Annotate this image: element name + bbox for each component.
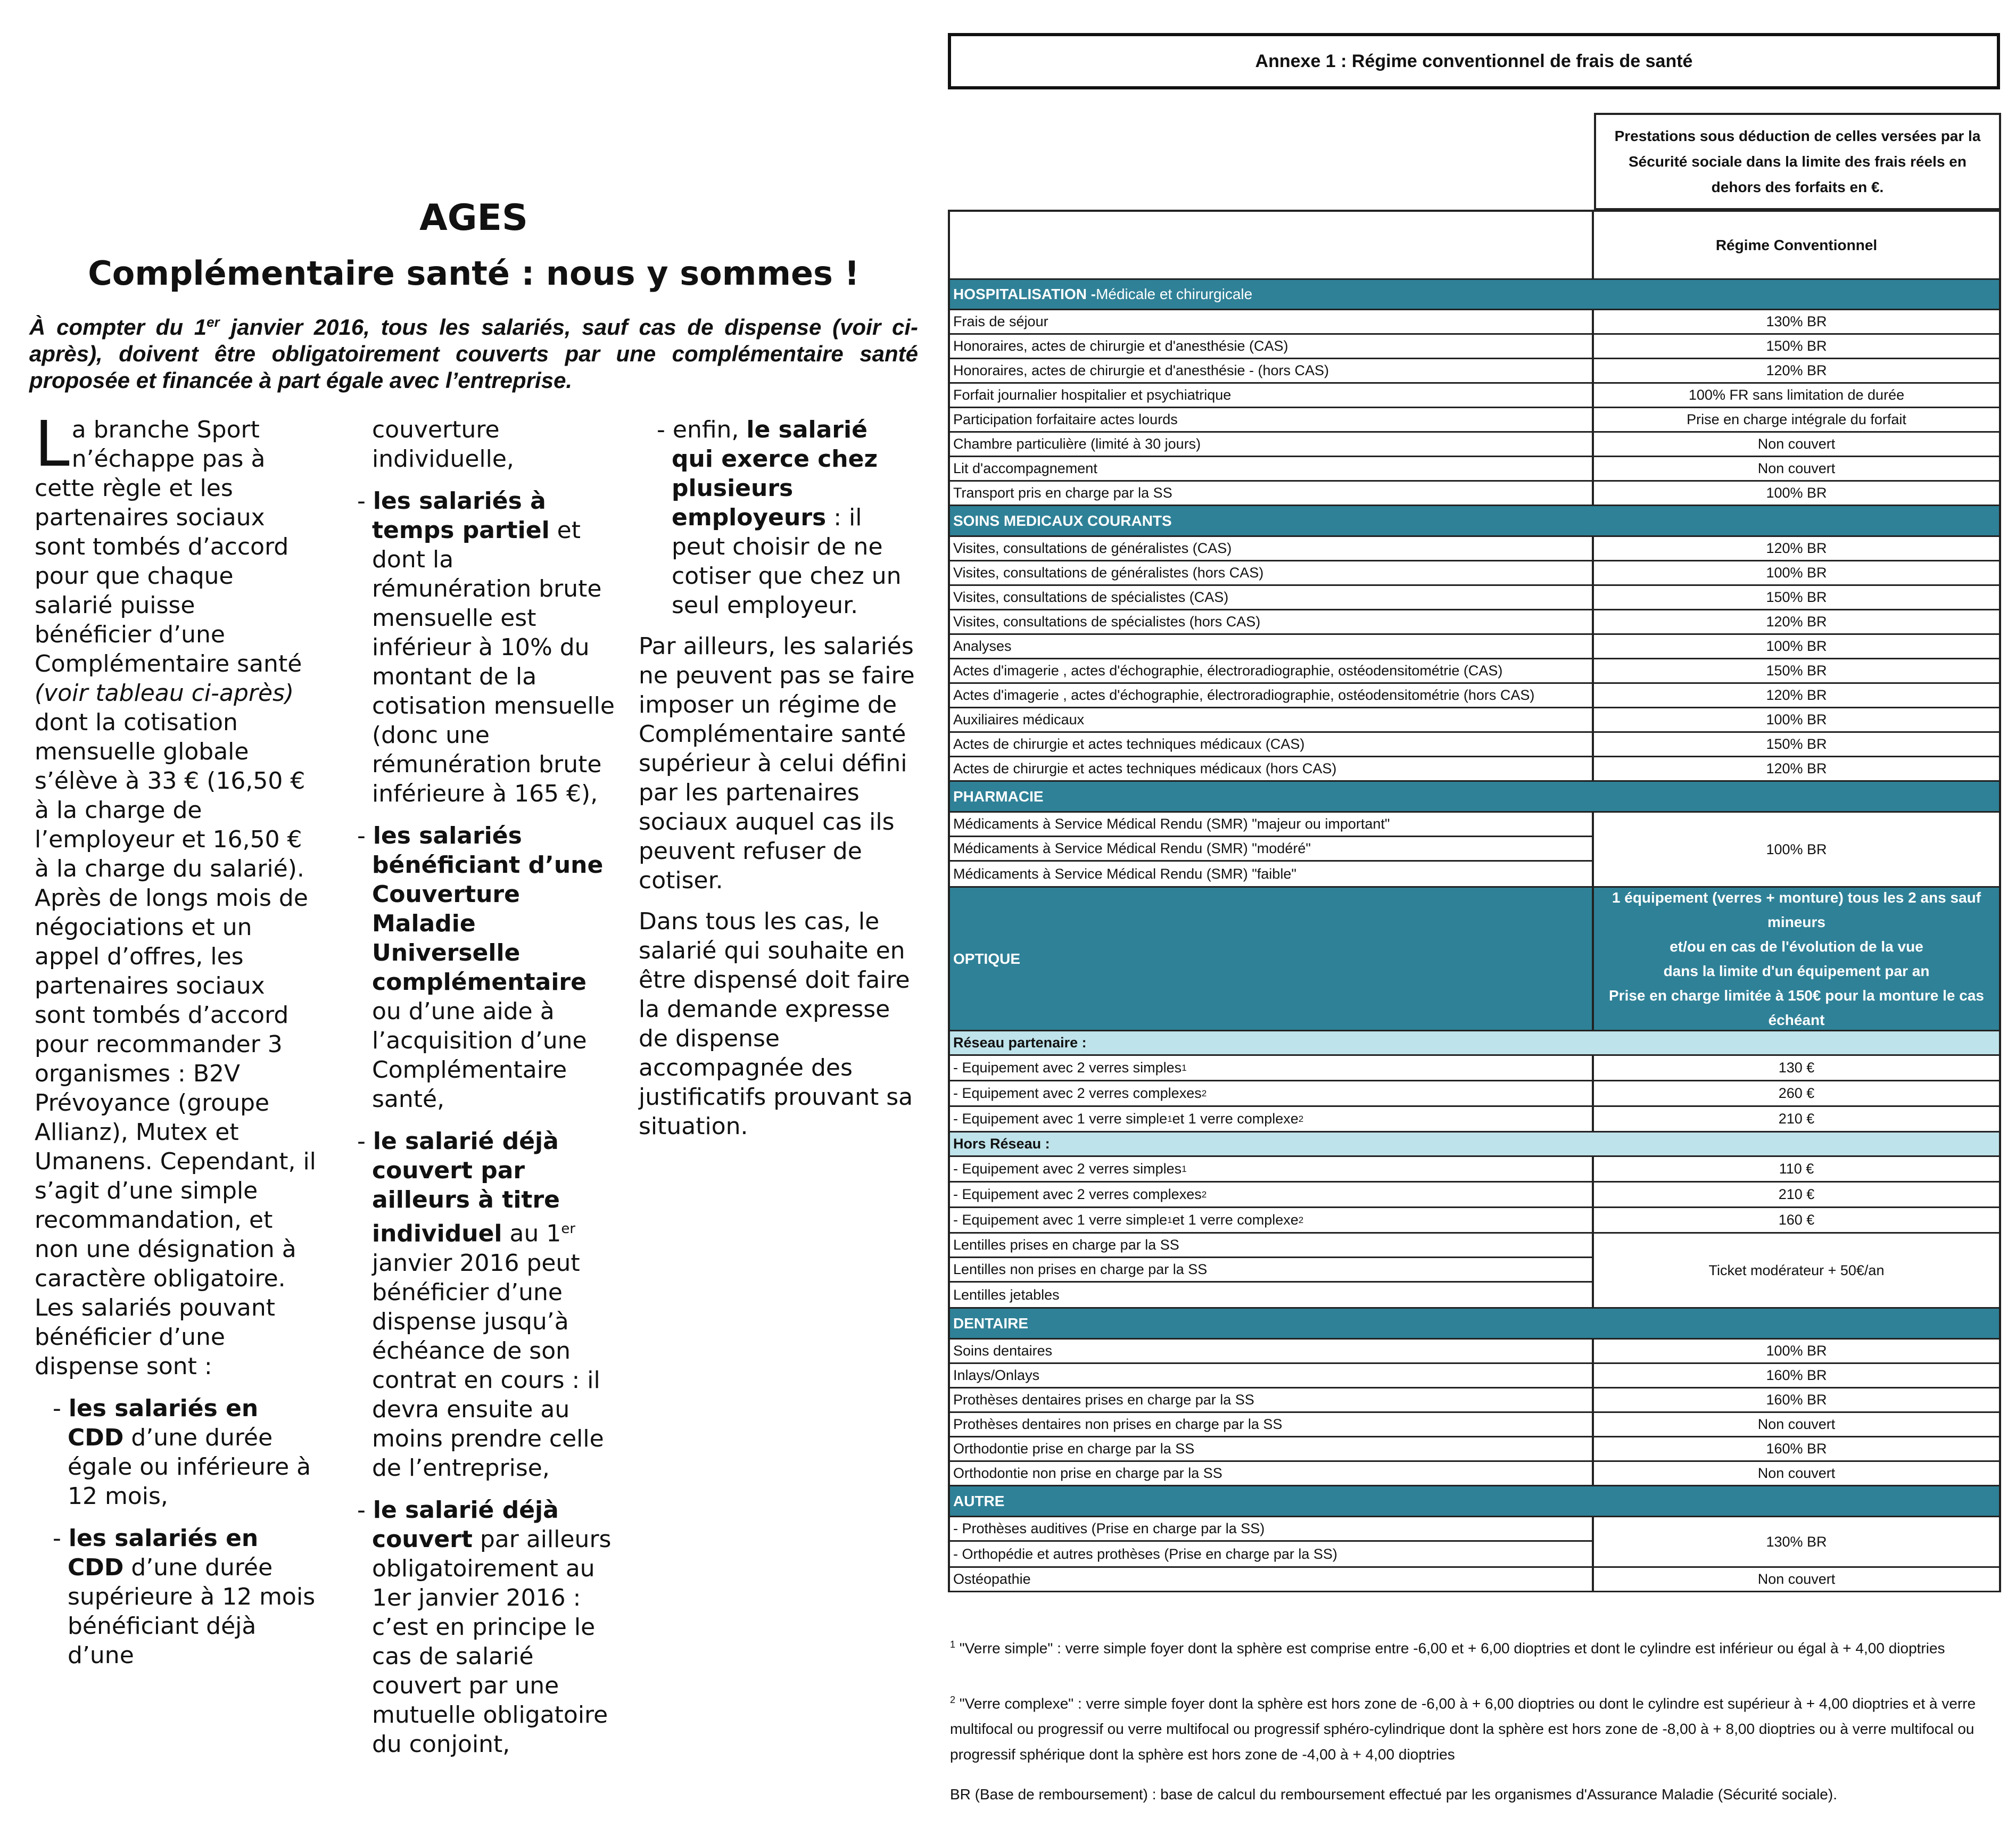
bullet-cmu: - les salariés bénéficiant d’une Couverture Maladie Universelle complémentaire ou d’une aide à l’acquisition d’une Complémentaire santé, [357, 822, 604, 1113]
bullet-mandatory-cover: - le salarié déjà couvert par ailleurs obligatoirement au 1er janvier 2016 : c’est en principe le cas de salarié couvert par une mutuelle obligatoire du conjoint, [357, 1496, 612, 1758]
row-label: Visites, consultations de spécialistes (hors CAS) [948, 610, 1594, 633]
lentilles-labels [948, 1234, 1594, 1307]
article-lead: À compter du 1er janvier 2016, tous les salariés, sauf cas de dispense (voir ci-après), doivent être obligatoirement couverts par une complémentaire santé proposée et financée à part égale avec l’entreprise. [29, 314, 918, 393]
bullet-cdd-long: - les salariés en CDD d’une durée supérieure à 12 mois bénéficiant déjà d’une [53, 1525, 316, 1669]
table-row [948, 1157, 2001, 1183]
optique-line: 1 équipement (verres + monture) tous les 2 ans sauf mineurs [1612, 889, 1981, 930]
hospitalisation-rows [948, 310, 2001, 506]
paragraph-no-higher-regime: Par ailleurs, les salariés ne peuvent pas se faire imposer un régime de Complémentaire santé supérieur à celui défini par les partenaires sociaux auquel cas ils peuvent refuser de cotiser. [639, 633, 915, 894]
row-value: 120% BR [1594, 537, 2001, 560]
table-row [948, 335, 2001, 359]
row-label: Médicaments à Service Médical Rendu (SMR) "majeur ou important" [950, 813, 1592, 837]
row-label: Honoraires, actes de chirurgie et d'anesthésie - (hors CAS) [948, 359, 1594, 382]
row-value: 130 € [1594, 1056, 2001, 1080]
section-soins-medicaux: SOINS MEDICAUX COURANTS [948, 506, 2001, 537]
pharmacie-value: 100% BR [1594, 813, 2001, 886]
article [29, 197, 918, 394]
row-value: Non couvert [1594, 1462, 2001, 1485]
section-pharmacie: PHARMACIE [948, 782, 2001, 813]
row-label: Lentilles jetables [953, 1286, 1060, 1303]
table-row [948, 310, 2001, 335]
row-label: Actes d'imagerie , actes d'échographie, électroradiographie, ostéodensitométrie (CAS) [948, 659, 1594, 682]
autre-block [948, 1517, 2001, 1568]
paragraph-negotiation: Après de longs mois de négociations et un appel d’offres, les partenaires sociaux sont tombés d’accord pour recommander 3 organismes : B2V Prévoyance (groupe Allianz), Mutex et Umanens. Cependant, il s’agit d’une simple recommandation, et non une désignation à caractère obligatoire. Les salariés pouvant bénéficier d’une dispense sont : [35, 885, 316, 1380]
lentilles-block [948, 1234, 2001, 1309]
row-label: Médicaments à Service Médical Rendu (SMR) "modéré" [950, 837, 1592, 862]
table-row [948, 1340, 2001, 1364]
row-label: - Equipement avec 2 verres simples 1 [948, 1056, 1594, 1080]
row-value: 120% BR [1594, 757, 2001, 780]
dentaire-rows [948, 1340, 2001, 1486]
row-label: Orthodontie prise en charge par la SS [948, 1437, 1594, 1460]
row-label: Médicaments à Service Médical Rendu (SMR) "faible" [953, 865, 1296, 882]
row-value: 160% BR [1594, 1364, 2001, 1387]
footnote-verre-complexe: $^2$ "Verre complexe" : verre simple foyer dont la sphère est hors zone de -6,00 à + 6,00 dioptries ou dont le cylindre est supérieur à + 4,00 dioptries et à verre multifocal ou progressif ou verre multifocal ou progressif sphéro-cylindrique dont la sphère est hors zone de -8,00 à + 8,00 dioptries ou à verre multifocal ou progressif sphérique dont la sphère est hors zone de -4,00 à + 4,00 dioptries [950, 1695, 1976, 1763]
optique-title: OPTIQUE [950, 888, 1594, 1030]
row-label: Inlays/Onlays [948, 1364, 1594, 1387]
table-row [948, 384, 2001, 408]
row-label: Orthodontie non prise en charge par la SS [948, 1462, 1594, 1485]
row-label: Actes de chirurgie et actes techniques médicaux (CAS) [948, 733, 1594, 756]
row-value: 150% BR [1594, 733, 2001, 756]
row-value: 150% BR [1594, 335, 2001, 358]
table-row [948, 708, 2001, 733]
row-value: 210 € [1594, 1107, 2001, 1131]
table-row-osteopathie: Ostéopathie Non couvert [948, 1568, 2001, 1592]
bullet-cdd-short: - les salariés en CDD d’une durée égale ou inférieure à 12 mois, [53, 1395, 311, 1510]
row-value: 100% BR [1594, 482, 2001, 505]
row-label: - Equipement avec 1 verre simple 1 et 1 verre complexe 2 [948, 1208, 1594, 1232]
autre-value: 130% BR [1594, 1517, 2001, 1566]
drop-cap: L [35, 407, 70, 481]
row-label: Visites, consultations de généralistes (hors CAS) [948, 561, 1594, 584]
subsection-hors-reseau: Hors Réseau : [948, 1133, 2001, 1157]
table-row [948, 586, 2001, 610]
table-row [948, 457, 2001, 482]
table-row [948, 684, 2001, 708]
row-label: Prothèses dentaires prises en charge par la SS [948, 1388, 1594, 1411]
row-label: Transport pris en charge par la SS [948, 482, 1594, 505]
section-hospitalisation: HOSPITALISATION - Médicale et chirurgicale [948, 280, 2001, 310]
row-label: Lentilles prises en charge par la SS [950, 1234, 1592, 1258]
section-optique [948, 888, 2001, 1031]
table-row [948, 1107, 2001, 1133]
table-header-note: Prestations sous déduction de celles versées par la Sécurité sociale dans la limite des frais réels en dehors des forfaits en €. [1594, 113, 2001, 210]
row-label: Soins dentaires [948, 1340, 1594, 1362]
row-value: 120% BR [1594, 610, 2001, 633]
row-label: - Orthopédie et autres prothèses (Prise en charge par la SS) [953, 1545, 1337, 1562]
section-autre: AUTRE [948, 1486, 2001, 1517]
row-label: Lit d'accompagnement [948, 457, 1594, 480]
row-label: Visites, consultations de généralistes (CAS) [948, 537, 1594, 560]
autre-labels [948, 1517, 1594, 1566]
paragraph-intro: La branche Sport n’échappe pas à cette règle et les partenaires sociaux sont tombés d’accord pour que chaque salarié puisse bénéficier d’une Complémentaire santé (voir tableau ci-après) dont la cotisation mensuelle globale s’élève à 33 € (16,50 € à la charge de l’employeur et 16,50 € à la charge du salarié). [35, 407, 305, 882]
bullet-part-time: - les salariés à temps partiel et dont la rémunération brute mensuelle est inférieur à 10% du montant de la cotisation mensuelle (donc une rémunération brute inférieure à 165 €), [357, 487, 615, 807]
row-label: Analyses [948, 635, 1594, 658]
row-value: 260 € [1594, 1081, 2001, 1105]
row-value: 100% BR [1594, 635, 2001, 658]
benefits-table [948, 113, 2001, 1592]
table-row [948, 1462, 2001, 1486]
table-row [948, 1183, 2001, 1208]
bullet-continuation: couverture individuelle, [372, 416, 514, 473]
table-row [948, 733, 2001, 757]
row-value: 130% BR [1594, 310, 2001, 333]
row-label: - Equipement avec 2 verres complexes 2 [948, 1183, 1594, 1206]
row-label: - Equipement avec 1 verre simple 1 et 1 verre complexe 2 [948, 1107, 1594, 1131]
optique-conditions [1594, 888, 1999, 1030]
row-value: 150% BR [1594, 586, 2001, 609]
table-row [948, 659, 2001, 684]
optique-line: et/ou en cas de l'évolution de la vue [1670, 938, 1923, 955]
table-row [948, 1056, 2001, 1081]
table-row [948, 537, 2001, 561]
row-value: Prise en charge intégrale du forfait [1594, 408, 2001, 431]
row-label: Prothèses dentaires non prises en charge par la SS [948, 1413, 1594, 1436]
table-row [948, 359, 2001, 384]
pharmacie-labels [948, 813, 1594, 886]
row-value: 100% FR sans limitation de durée [1594, 384, 2001, 407]
row-value: 160 € [1594, 1208, 2001, 1232]
annex-title: Annexe 1 : Régime conventionnel de frais de santé [948, 33, 2000, 89]
article-column-3 [639, 415, 915, 1141]
row-value: 100% BR [1594, 1340, 2001, 1362]
row-label: Actes de chirurgie et actes techniques médicaux (hors CAS) [948, 757, 1594, 780]
table-header-regime: Régime Conventionnel [1594, 212, 2001, 278]
row-value: Non couvert [1594, 1413, 2001, 1436]
table-row [948, 561, 2001, 586]
soins-rows [948, 537, 2001, 782]
table-row [948, 1388, 2001, 1413]
row-value: 150% BR [1594, 659, 2001, 682]
table-row [948, 433, 2001, 457]
row-value: 160% BR [1594, 1437, 2001, 1460]
hors-reseau-rows [948, 1157, 2001, 1234]
row-label: Participation forfaitaire actes lourds [948, 408, 1594, 431]
table-row [948, 482, 2001, 506]
table-row [948, 757, 2001, 782]
optique-line: dans la limite d'un équipement par an [1663, 962, 1930, 979]
table-row [948, 1364, 2001, 1388]
table-row [948, 610, 2001, 635]
footnote-br: BR (Base de remboursement) : base de calcul du remboursement effectué par les organismes d'Assurance Maladie (Sécurité sociale). [950, 1786, 1837, 1803]
reseau-rows [948, 1056, 2001, 1133]
row-value: 100% BR [1594, 561, 2001, 584]
row-label: Visites, consultations de spécialistes (CAS) [948, 586, 1594, 609]
row-label: Honoraires, actes de chirurgie et d'anesthésie (CAS) [948, 335, 1594, 358]
table-header-note-row [948, 113, 2001, 210]
table-row [948, 1413, 2001, 1437]
article-headline: Complémentaire santé : nous y sommes ! [88, 254, 860, 293]
table-row [948, 635, 2001, 659]
table-row [948, 408, 2001, 433]
subsection-reseau-partenaire: Réseau partenaire : [948, 1031, 2001, 1056]
bullet-multiple-employers: - enfin, le salarié qui exerce chez plusieurs employeurs : il peut choisir de ne cotiser que chez un seul employeur. [657, 416, 902, 619]
row-label: Auxiliaires médicaux [948, 708, 1594, 731]
table-row [948, 1208, 2001, 1234]
row-label: - Equipement avec 2 verres complexes 2 [948, 1081, 1594, 1105]
article-column-1 [35, 407, 317, 1670]
row-value: 110 € [1594, 1157, 2001, 1181]
row-label: Actes d'imagerie , actes d'échographie, électroradiographie, ostéodensitométrie (hors CAS) [948, 684, 1594, 707]
footnote-verre-simple: $^1$ "Verre simple" : verre simple foyer dont la sphère est comprise entre -6,00 et + 6,00 dioptries et dont le cylindre est inférieur ou égal à + 4,00 dioptries [950, 1639, 1945, 1657]
section-dentaire: DENTAIRE [948, 1309, 2001, 1340]
row-value: Non couvert [1594, 433, 2001, 456]
row-value: 210 € [1594, 1183, 2001, 1206]
organization-title: AGES [419, 197, 528, 239]
table-row [948, 1081, 2001, 1107]
row-value: 100% BR [1594, 708, 2001, 731]
row-label: - Equipement avec 2 verres simples 1 [948, 1157, 1594, 1181]
article-column-2 [354, 415, 615, 1759]
row-value: 120% BR [1594, 359, 2001, 382]
row-value: 120% BR [1594, 684, 2001, 707]
row-value: Non couvert [1594, 457, 2001, 480]
row-label: Frais de séjour [948, 310, 1594, 333]
pharmacie-block [948, 813, 2001, 888]
row-label: Forfait journalier hospitalier et psychiatrique [948, 384, 1594, 407]
bullet-individual-cover: - le salarié déjà couvert par ailleurs à titre individuel au 1er janvier 2016 peut bénéficier d’une dispense jusqu’à échéance de son contrat en cours : il devra ensuite au moins prendre celle de l’entreprise, [357, 1128, 604, 1482]
table-header-row [948, 210, 2001, 280]
table-row [948, 1437, 2001, 1462]
row-label: Chambre particulière (limité à 30 jours) [948, 433, 1594, 456]
row-value: 160% BR [1594, 1388, 2001, 1411]
optique-line: Prise en charge limitée à 150€ pour la monture le cas échéant [1609, 987, 1984, 1028]
paragraph-dispense-request: Dans tous les cas, le salarié qui souhaite en être dispensé doit faire la demande expresse de dispense accompagnée des justificatifs prouvant sa situation. [639, 908, 913, 1140]
row-label: - Prothèses auditives (Prise en charge par la SS) [950, 1517, 1592, 1542]
row-label: Lentilles non prises en charge par la SS [950, 1258, 1592, 1283]
lentilles-value: Ticket modérateur + 50€/an [1594, 1234, 2001, 1307]
